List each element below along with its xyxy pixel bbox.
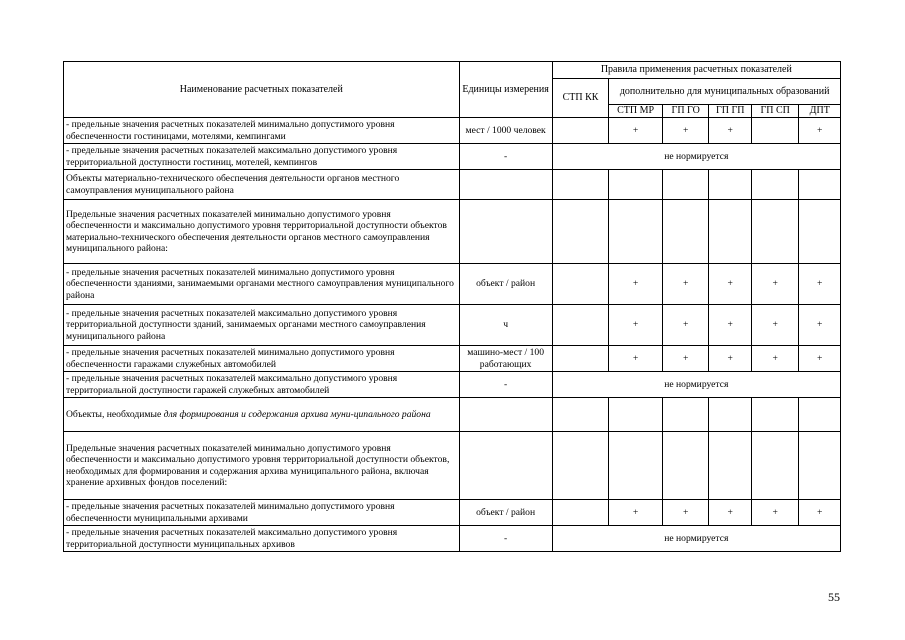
row-text: - предельные значения расчетных показателей максимально допустимого уровня территориальной доступности муниципальных архивов	[64, 526, 460, 552]
empty-cell	[552, 432, 609, 500]
row-unit: машино-мест / 100 работающих	[459, 346, 552, 372]
intro-row	[64, 432, 841, 500]
norms-table	[63, 61, 841, 552]
empty-cell	[609, 170, 663, 200]
intro-row	[64, 200, 841, 264]
section-row	[64, 170, 841, 200]
row-unit: -	[459, 372, 552, 398]
empty-cell	[609, 200, 663, 264]
row-text: - предельные значения расчетных показателей минимально допустимого уровня обеспеченности гаражами служебных автомобилей	[64, 346, 460, 372]
empty-cell	[459, 200, 552, 264]
section-title-italic: для формирования и содержания архива муни-ципального района	[163, 408, 431, 420]
stp-kk-cell	[552, 264, 609, 305]
empty-cell	[662, 200, 709, 264]
header-additional: дополнительно для муниципальных образований	[609, 79, 841, 105]
empty-cell	[609, 432, 663, 500]
empty-cell	[751, 432, 799, 500]
mark-cell: +	[799, 305, 841, 346]
mark-cell: +	[799, 264, 841, 305]
row-text: - предельные значения расчетных показателей максимально допустимого уровня территориальной доступности зданий, занимаемых органами местного самоуправления муниципального района	[64, 305, 460, 346]
header-sub-col: ГП ГП	[709, 105, 751, 118]
mark-cell: +	[609, 264, 663, 305]
section-title-bold: Объекты, необходимые	[66, 408, 164, 420]
mark-cell: +	[751, 500, 799, 526]
not-normalized: не нормируется	[552, 144, 840, 170]
table-row	[64, 144, 841, 170]
mark-cell: +	[799, 346, 841, 372]
header-rules: Правила применения расчетных показателей	[552, 62, 840, 79]
mark-cell: +	[799, 500, 841, 526]
stp-kk-cell	[552, 346, 609, 372]
empty-cell	[799, 170, 841, 200]
mark-cell: +	[709, 500, 751, 526]
mark-cell: +	[662, 500, 709, 526]
mark-cell: +	[662, 346, 709, 372]
row-unit: -	[459, 144, 552, 170]
empty-cell	[552, 398, 609, 432]
empty-cell	[751, 398, 799, 432]
mark-cell: +	[609, 305, 663, 346]
empty-cell	[709, 170, 751, 200]
mark-cell: +	[609, 500, 663, 526]
table-row	[64, 346, 841, 372]
empty-cell	[709, 398, 751, 432]
header-sub-col: ГП ГО	[662, 105, 709, 118]
header-stp-kk: СТП КК	[552, 79, 609, 118]
empty-cell	[662, 432, 709, 500]
mark-cell: +	[662, 305, 709, 346]
intro-text: Предельные значения расчетных показателей минимально допустимого уровня обеспеченности и максимально допустимого уровня территориальной доступности объектов материально-технического обеспечения деятельности органов местного самоуправления муниципального района:	[64, 200, 460, 264]
empty-cell	[459, 398, 552, 432]
stp-kk-cell	[552, 118, 609, 144]
empty-cell	[799, 398, 841, 432]
empty-cell	[552, 170, 609, 200]
empty-cell	[459, 432, 552, 500]
header-sub-col: ГП СП	[751, 105, 799, 118]
row-unit: мест / 1000 человек	[459, 118, 552, 144]
section-row	[64, 398, 841, 432]
section-title: Объекты материально-технического обеспечения деятельности органов местного самоуправления муниципального района	[64, 170, 460, 200]
empty-cell	[459, 170, 552, 200]
empty-cell	[709, 200, 751, 264]
mark-cell	[751, 118, 799, 144]
mark-cell: +	[709, 264, 751, 305]
empty-cell	[751, 200, 799, 264]
stp-kk-cell	[552, 500, 609, 526]
empty-cell	[609, 398, 663, 432]
empty-cell	[751, 170, 799, 200]
row-text: - предельные значения расчетных показателей минимально допустимого уровня обеспеченности гостиницами, мотелями, кемпингами	[64, 118, 460, 144]
table-row	[64, 526, 841, 552]
mark-cell: +	[662, 118, 709, 144]
header-sub-col: СТП МР	[609, 105, 663, 118]
header-name: Наименование расчетных показателей	[64, 62, 460, 118]
empty-cell	[662, 398, 709, 432]
mark-cell: +	[799, 118, 841, 144]
empty-cell	[662, 170, 709, 200]
header-units: Единицы измерения	[459, 62, 552, 118]
mark-cell: +	[709, 305, 751, 346]
mark-cell: +	[609, 118, 663, 144]
row-unit: объект / район	[459, 264, 552, 305]
mark-cell: +	[709, 118, 751, 144]
row-unit: -	[459, 526, 552, 552]
table-row	[64, 118, 841, 144]
header-sub-col: ДПТ	[799, 105, 841, 118]
not-normalized: не нормируется	[552, 372, 840, 398]
empty-cell	[799, 200, 841, 264]
not-normalized: не нормируется	[552, 526, 840, 552]
mark-cell: +	[662, 264, 709, 305]
row-unit: объект / район	[459, 500, 552, 526]
row-text: - предельные значения расчетных показателей максимально допустимого уровня территориальной доступности гостиниц, мотелей, кемпингов	[64, 144, 460, 170]
mark-cell: +	[709, 346, 751, 372]
mark-cell: +	[609, 346, 663, 372]
empty-cell	[709, 432, 751, 500]
table-row	[64, 264, 841, 305]
empty-cell	[799, 432, 841, 500]
table-row	[64, 372, 841, 398]
empty-cell	[552, 200, 609, 264]
table-row	[64, 500, 841, 526]
page-number: 55	[828, 590, 840, 604]
table-row	[64, 305, 841, 346]
mark-cell: +	[751, 305, 799, 346]
row-unit: ч	[459, 305, 552, 346]
section-title	[64, 398, 460, 432]
row-text: - предельные значения расчетных показателей минимально допустимого уровня обеспеченности муниципальными архивами	[64, 500, 460, 526]
row-text: - предельные значения расчетных показателей максимально допустимого уровня территориальной доступности гаражей служебных автомобилей	[64, 372, 460, 398]
mark-cell: +	[751, 346, 799, 372]
intro-text: Предельные значения расчетных показателей минимально допустимого уровня обеспеченности и максимально допустимого уровня территориальной доступности объектов, необходимых для формирования и содержания архива муниципального района, включая хранение архивных фондов поселений:	[64, 432, 460, 500]
stp-kk-cell	[552, 305, 609, 346]
mark-cell: +	[751, 264, 799, 305]
row-text: - предельные значения расчетных показателей минимально допустимого уровня обеспеченности зданиями, занимаемыми органами местного самоуправления муниципального района	[64, 264, 460, 305]
